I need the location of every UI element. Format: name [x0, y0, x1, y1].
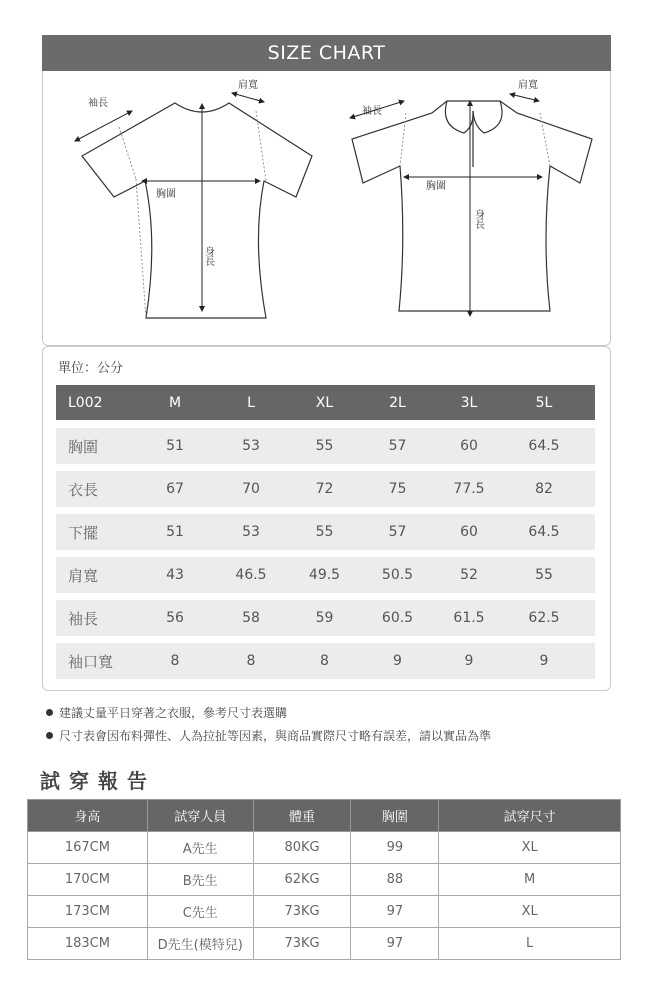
- shoulder-label: 肩寬: [238, 80, 258, 91]
- size-value: 60.5: [381, 610, 414, 626]
- trial-cell: 173CM: [28, 896, 148, 928]
- trial-cell: M: [439, 864, 621, 896]
- trial-column-header: 身高: [28, 800, 148, 832]
- size-value: 57: [388, 524, 407, 540]
- column-header: 2L: [389, 394, 406, 411]
- row-label: 袖長: [68, 609, 99, 628]
- column-header: XL: [315, 394, 334, 411]
- size-value: 60: [460, 438, 478, 454]
- trial-cell: 73KG: [253, 896, 351, 928]
- size-value: 55: [315, 524, 334, 540]
- trial-report-title: 試穿報告: [40, 769, 156, 793]
- size-value: 9: [539, 653, 549, 669]
- size-value: 67: [166, 481, 184, 497]
- size-value: 57: [388, 438, 407, 454]
- row-label: 下擺: [68, 523, 99, 542]
- size-value: 46.5: [235, 567, 267, 583]
- trial-column-header: 胸圍: [351, 800, 439, 832]
- size-table-row: [56, 428, 595, 464]
- size-value: 43: [166, 567, 184, 583]
- size-value: 58: [242, 610, 260, 626]
- polo-sleeve-label: 袖長: [362, 106, 382, 117]
- trial-column-header: 試穿人員: [147, 800, 253, 832]
- size-value: 53: [242, 438, 260, 454]
- bullet-icon: [46, 709, 53, 716]
- trial-cell: B先生: [147, 864, 253, 896]
- bullet-icon: [46, 732, 53, 739]
- row-label: 袖口寬: [68, 652, 114, 671]
- trial-row: [28, 864, 621, 896]
- note-item: 建議丈量平日穿著之衣服，參考尺寸表選購: [46, 702, 491, 725]
- trial-cell: 167CM: [28, 832, 148, 864]
- body-length-label: 身長: [202, 246, 214, 266]
- size-value: 8: [320, 653, 329, 669]
- polo-shoulder-label: 肩寬: [518, 80, 538, 91]
- row-label: 胸圍: [68, 437, 99, 456]
- trial-cell: XL: [439, 896, 621, 928]
- size-table: [56, 385, 595, 686]
- size-value: 8: [246, 653, 256, 669]
- size-value: 77.5: [453, 481, 485, 497]
- size-value: 53: [242, 524, 260, 540]
- trial-column-header: 試穿尺寸: [439, 800, 621, 832]
- trial-cell: D先生(模特兒): [147, 928, 253, 960]
- note-item: 尺寸表會因布料彈性、人為拉扯等因素，與商品實際尺寸略有誤差，請以實品為準: [46, 725, 491, 748]
- size-value: 8: [170, 653, 180, 669]
- trial-row: [28, 832, 621, 864]
- trial-cell: 80KG: [253, 832, 351, 864]
- size-value: 64.5: [528, 438, 560, 454]
- trial-cell: 183CM: [28, 928, 148, 960]
- trial-cell: 73KG: [253, 928, 351, 960]
- polo-chest-label: 胸圍: [426, 181, 446, 192]
- unit-label: 單位：公分: [58, 361, 124, 376]
- trial-cell: 88: [351, 864, 439, 896]
- size-value: 49.5: [308, 567, 341, 583]
- size-value: 51: [166, 524, 184, 540]
- size-value: 59: [315, 610, 334, 626]
- size-table-row: [56, 643, 595, 679]
- size-value: 51: [166, 438, 184, 454]
- size-value: 9: [393, 653, 402, 669]
- polo-arrows: [350, 94, 542, 316]
- column-header: M: [168, 394, 182, 411]
- size-value: 70: [242, 481, 260, 497]
- size-value: 72: [315, 481, 334, 497]
- size-table-header: [56, 385, 595, 420]
- trial-row: [28, 928, 621, 960]
- polo-body-length-label: 身長: [472, 209, 484, 229]
- column-header: L002: [68, 394, 103, 411]
- size-value: 55: [315, 438, 334, 454]
- size-table-row: [56, 557, 595, 593]
- column-header: L: [247, 394, 255, 411]
- tshirt-outline: [82, 103, 312, 318]
- size-value: 50.5: [381, 567, 414, 583]
- size-value: 64.5: [528, 524, 560, 540]
- trial-column-header: 體重: [253, 800, 351, 832]
- trial-cell: 62KG: [253, 864, 351, 896]
- size-table-row: [56, 471, 595, 507]
- trial-cell: C先生: [147, 896, 253, 928]
- size-value: 75: [388, 481, 407, 497]
- size-value: 9: [464, 653, 474, 669]
- trial-cell: A先生: [147, 832, 253, 864]
- trial-table: [27, 799, 621, 960]
- trial-cell: XL: [439, 832, 621, 864]
- trial-row: [28, 896, 621, 928]
- notes: [46, 702, 491, 748]
- chest-label: 胸圍: [156, 189, 176, 200]
- size-value: 52: [460, 567, 478, 583]
- trial-cell: 97: [351, 896, 439, 928]
- trial-cell: 99: [351, 832, 439, 864]
- size-value: 62.5: [528, 610, 560, 626]
- size-value: 56: [166, 610, 184, 626]
- size-table-row: [56, 600, 595, 636]
- size-value: 60: [460, 524, 478, 540]
- row-label: 肩寬: [68, 566, 99, 585]
- polo-outline: [352, 101, 592, 311]
- size-table-row: [56, 514, 595, 550]
- size-value: 55: [535, 567, 553, 583]
- size-value: 82: [535, 481, 553, 497]
- trial-cell: 97: [351, 928, 439, 960]
- garment-diagram: [42, 71, 611, 346]
- column-header: 3L: [460, 394, 478, 411]
- tshirt-arrows: [75, 93, 264, 311]
- column-header: 5L: [535, 394, 553, 411]
- sleeve-label: 袖長: [88, 98, 108, 109]
- size-value: 61.5: [453, 610, 485, 626]
- trial-cell: 170CM: [28, 864, 148, 896]
- trial-cell: L: [439, 928, 621, 960]
- row-label: 衣長: [68, 480, 99, 499]
- size-chart-title: SIZE CHART: [42, 35, 611, 71]
